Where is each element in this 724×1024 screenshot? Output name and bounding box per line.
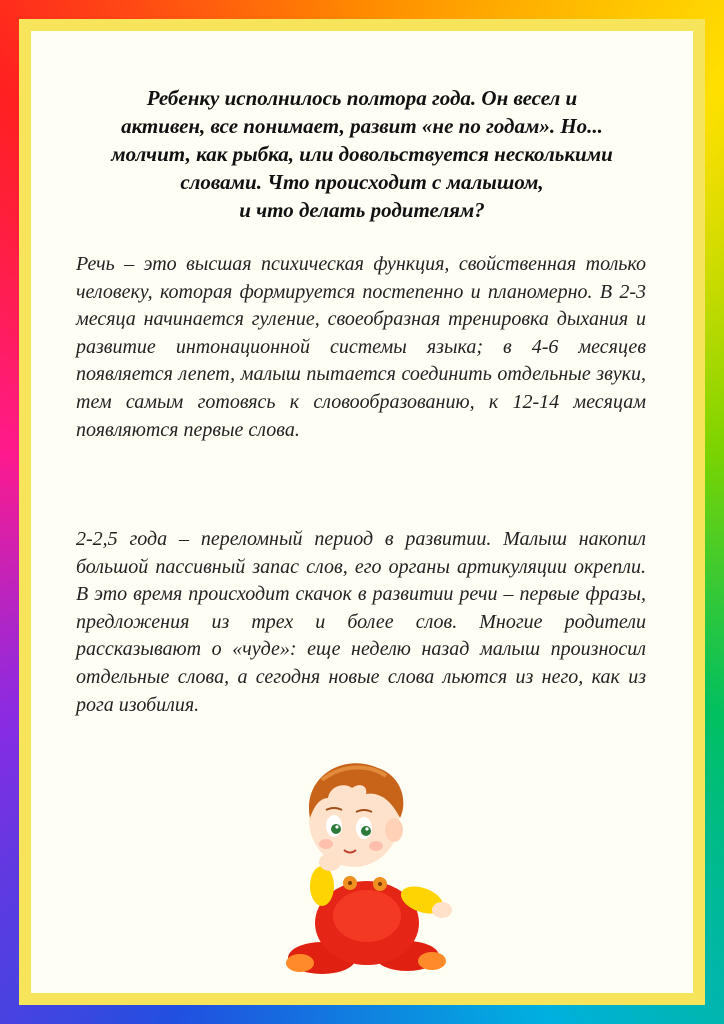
body-paragraph-breakthrough: 2-2,5 года – переломный период в развитии. Малыш накопил большой пассивный запас слов, его органы артикуляции окрепли. В это время происходит скачок в развитии речи – первые фразы, предложения из трех и более слов. Многие родители рассказывают о «чуде»: еще неделю назад малыш произносил отдельные слова, а сегодня новые слова льются из него, как из рога изобилия. <box>76 528 646 716</box>
title-line: и что делать родителям? <box>239 198 485 222</box>
title-line: Ребенку исполнилось полтора года. Он весел и <box>146 86 578 110</box>
title-line: активен, все понимает, развит «не по годам». Но... <box>121 114 603 138</box>
toddler-illustration <box>282 758 452 980</box>
body-paragraph-speech: Речь – это высшая психическая функция, свойственная только человеку, которая формируется постепенно и планомерно. В 2-3 месяца начинается гуление, своеобразная тренировка дыхания и развитие интонационной системы языка; в 4-6 месяцев появляется лепет, малыш пытается соединить отдельные звуки, тем самым готовясь к словообразованию, к 12-14 месяцам появляются первые слова. <box>76 253 646 441</box>
page-title <box>60 84 664 224</box>
title-line: словами. Что происходит с малышом, <box>180 170 544 194</box>
title-line: молчит, как рыбка, или довольствуется несколькими <box>111 142 613 166</box>
